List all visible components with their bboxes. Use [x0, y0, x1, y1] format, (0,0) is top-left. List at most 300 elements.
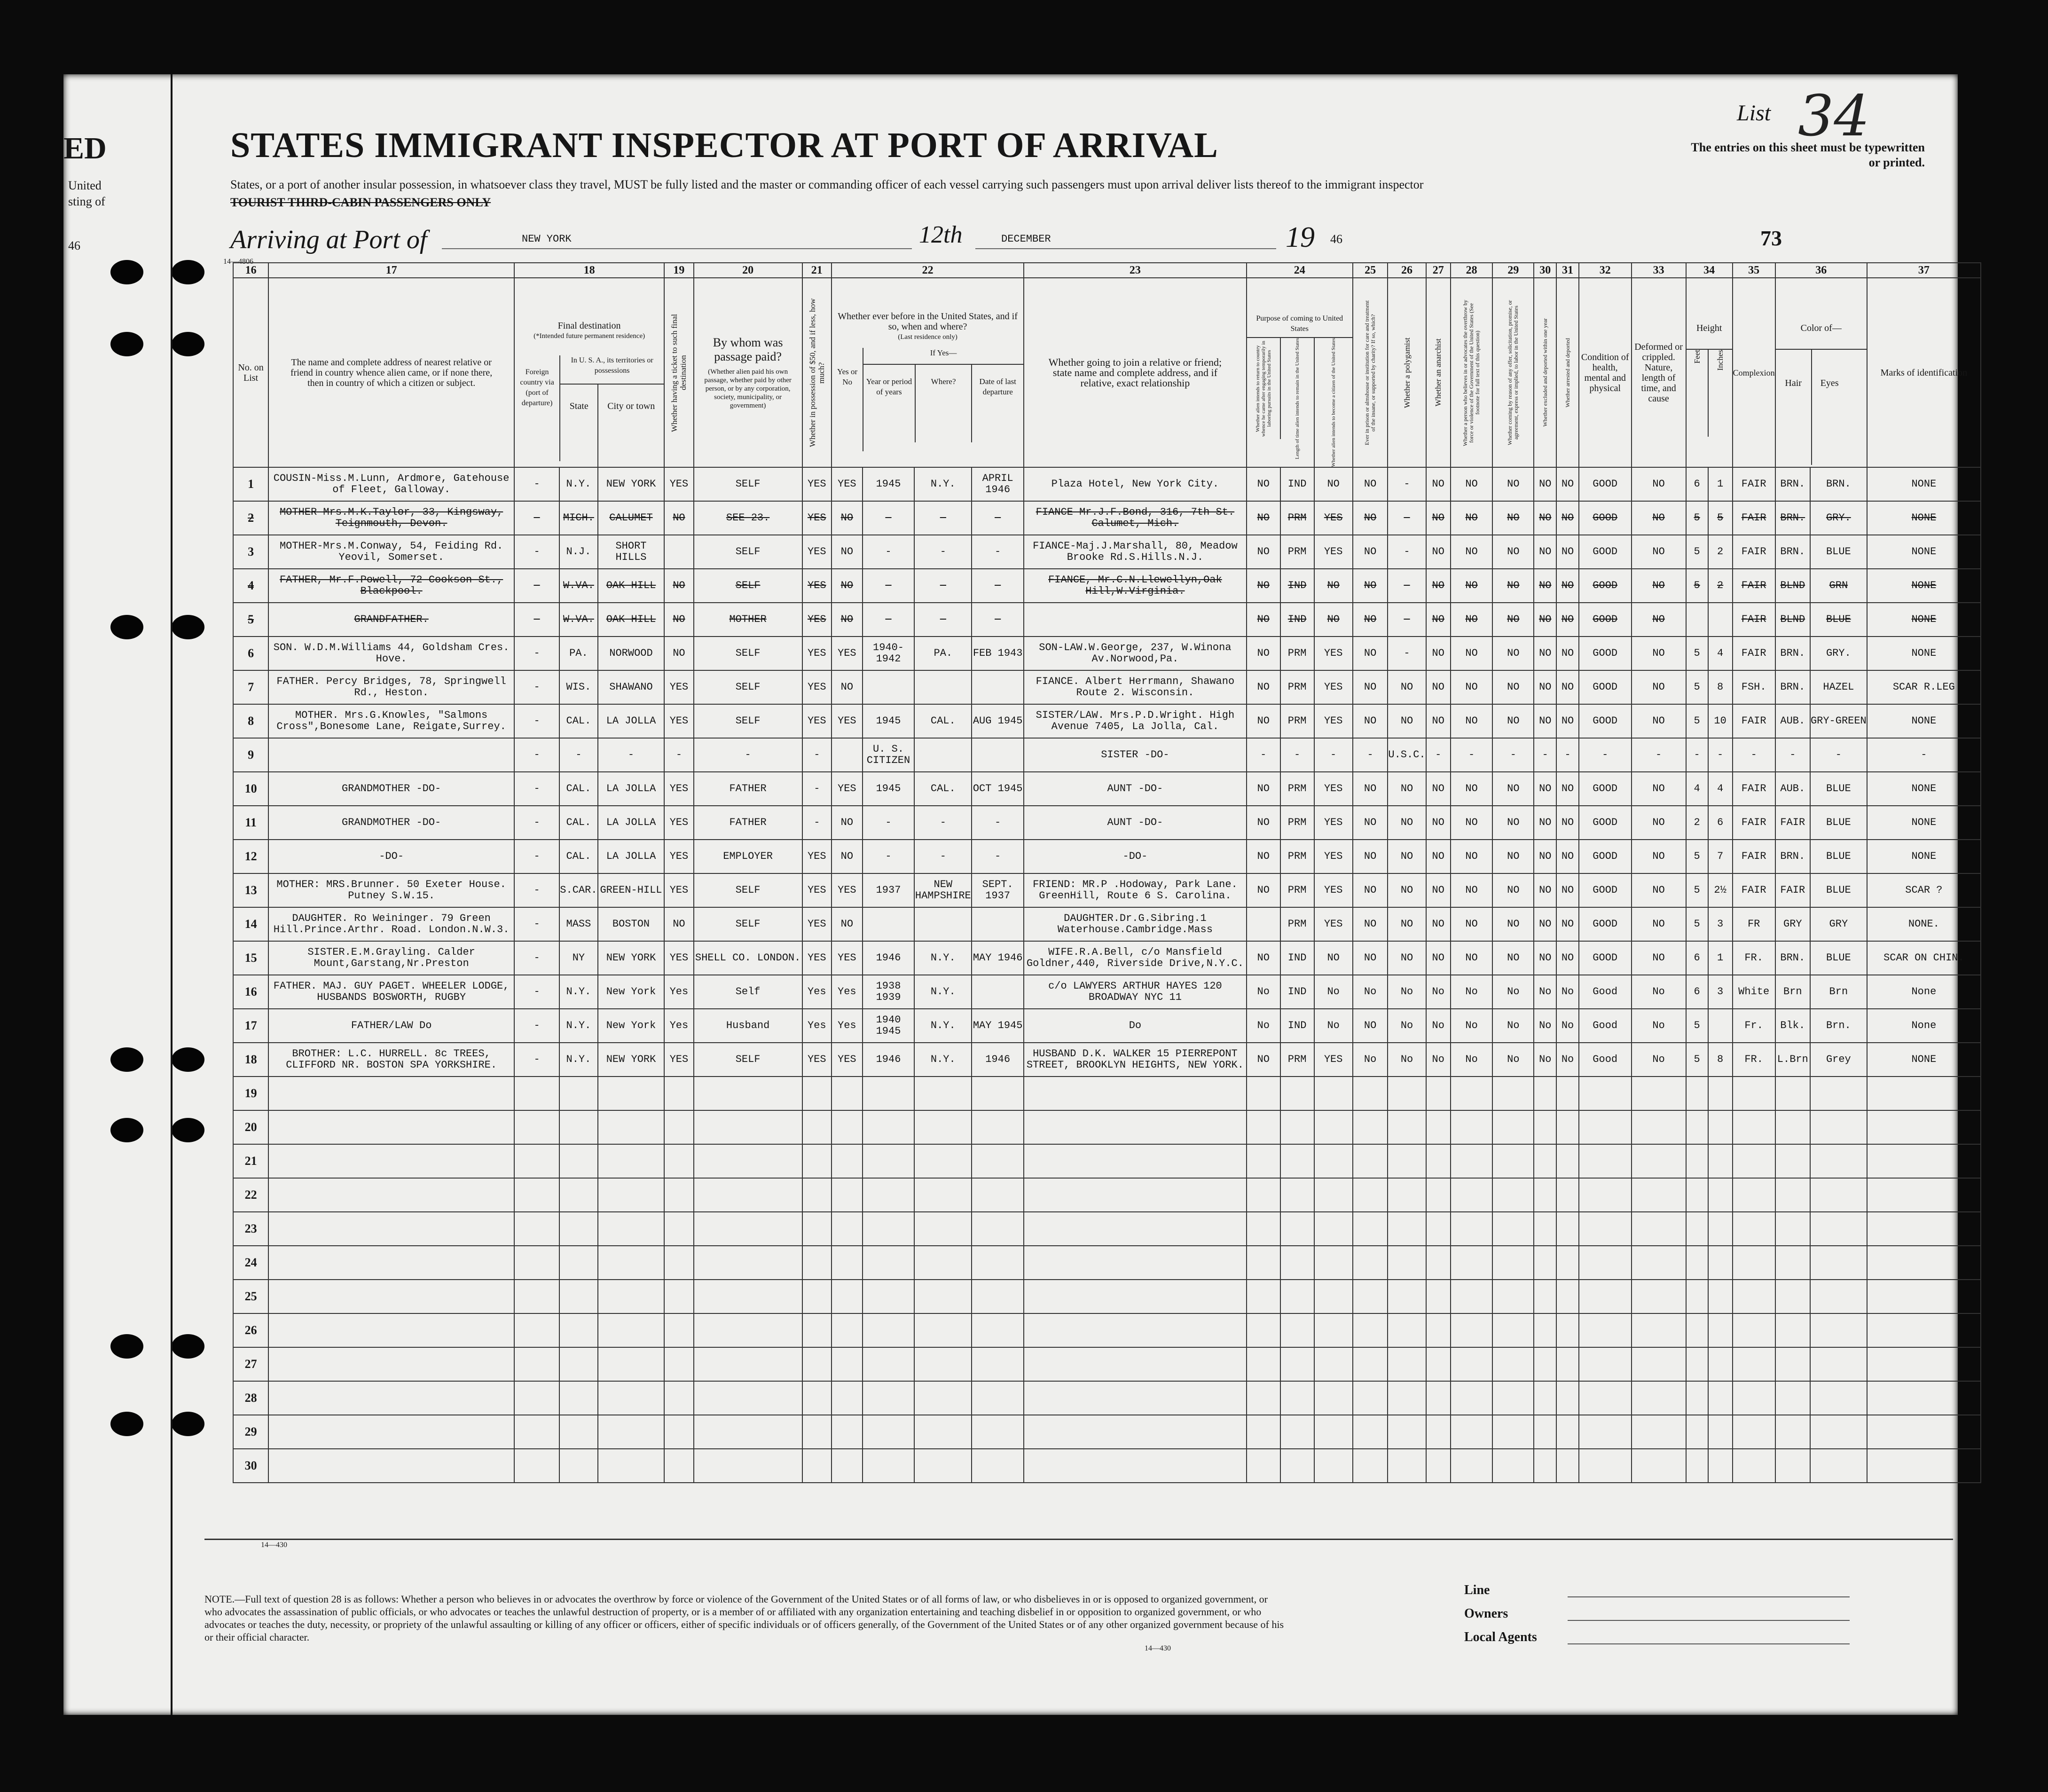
cell-p-citizen: No	[1314, 1009, 1353, 1043]
cell-join: HUSBAND D.K. WALKER 15 PIERREPONT STREET, BROOKLYN HEIGHTS, NEW YORK.	[1024, 1043, 1247, 1077]
cell-p-return: -	[1247, 738, 1280, 772]
cell-departure	[972, 1077, 1024, 1110]
cell-prison: NO	[1353, 806, 1388, 840]
cell-eyes	[1810, 1110, 1867, 1144]
cell-fifty: YES	[802, 637, 832, 670]
cell-relative: -DO-	[268, 840, 514, 873]
cell-poly	[1388, 1313, 1426, 1347]
cell-q31	[1556, 1144, 1579, 1178]
cell-p-length	[1280, 1449, 1314, 1483]
cell-relative	[268, 1347, 514, 1381]
cell-q30	[1534, 1178, 1556, 1212]
cell-no: 2	[233, 501, 268, 535]
punch-hole	[110, 332, 143, 356]
cell-q30: NO	[1534, 873, 1556, 907]
cell-fifty: YES	[802, 840, 832, 873]
cell-fifty	[802, 1212, 832, 1246]
cell-no: 12	[233, 840, 268, 873]
cell-q29	[1492, 1449, 1534, 1483]
cell-complexion: FAIR	[1733, 501, 1775, 535]
punch-hole	[172, 260, 204, 284]
punch-hole	[110, 1334, 143, 1359]
cell-marks: SCAR ON CHIN.	[1867, 941, 1981, 975]
cell-where: -	[914, 603, 972, 637]
cell-period	[863, 907, 915, 941]
cell-prison: NO	[1353, 704, 1388, 738]
cell-eyes	[1810, 1246, 1867, 1280]
cell-hair	[1775, 1347, 1810, 1381]
cell-city	[598, 1313, 664, 1347]
cell-poly: NO	[1388, 670, 1426, 704]
cell-city: LA JOLLA	[598, 806, 664, 840]
cell-join: Plaza Hotel, New York City.	[1024, 467, 1247, 501]
cell-hair	[1775, 1280, 1810, 1313]
cell-prison	[1353, 1077, 1388, 1110]
cell-period	[863, 1077, 915, 1110]
cell-hair	[1775, 1110, 1810, 1144]
cell-fifty	[802, 1280, 832, 1313]
cell-ticket: YES	[664, 467, 694, 501]
cell-inches	[1708, 1009, 1733, 1043]
cell-inches	[1708, 1280, 1733, 1313]
cell-departure	[972, 907, 1024, 941]
cell-p-citizen: NO	[1314, 467, 1353, 501]
cell-where	[914, 1347, 972, 1381]
cell-p-citizen: -	[1314, 738, 1353, 772]
cell-q29	[1492, 1212, 1534, 1246]
cell-feet: -	[1686, 738, 1708, 772]
cell-paid: SEE 23.	[694, 501, 802, 535]
cell-paid	[694, 1246, 802, 1280]
cell-poly	[1388, 1077, 1426, 1110]
cell-prison: NO	[1353, 637, 1388, 670]
cell-p-citizen	[1314, 1246, 1353, 1280]
cell-marks	[1867, 1347, 1981, 1381]
cell-marks: NONE	[1867, 637, 1981, 670]
cell-feet: 5	[1686, 704, 1708, 738]
tourist-class-line: TOURIST THIRD-CABIN PASSENGERS ONLY	[230, 196, 491, 209]
owners-label: Owners	[1464, 1606, 1508, 1621]
cell-q28	[1451, 1415, 1492, 1449]
cell-p-return: NO	[1247, 941, 1280, 975]
cell-q30: NO	[1534, 501, 1556, 535]
cell-departure	[972, 1313, 1024, 1347]
cell-before	[832, 738, 863, 772]
cell-fc: -	[514, 637, 559, 670]
cell-period: 1945	[863, 772, 915, 806]
cell-poly: NO	[1388, 941, 1426, 975]
cell-join: Do	[1024, 1009, 1247, 1043]
cell-q28	[1451, 1280, 1492, 1313]
cell-state	[559, 1246, 598, 1280]
cell-anarch: NO	[1426, 501, 1451, 535]
cell-poly: No	[1388, 1043, 1426, 1077]
cell-q30: NO	[1534, 535, 1556, 569]
cell-prison	[1353, 1110, 1388, 1144]
cell-join: SISTER/LAW. Mrs.P.D.Wright. High Avenue 7405, La Jolla, Cal.	[1024, 704, 1247, 738]
cell-q28	[1451, 1110, 1492, 1144]
cell-complexion	[1733, 1178, 1775, 1212]
cell-p-citizen: YES	[1314, 873, 1353, 907]
cell-complexion: FR.	[1733, 1043, 1775, 1077]
cell-poly	[1388, 1178, 1426, 1212]
cell-relative	[268, 1246, 514, 1280]
manifest-rows	[233, 467, 1981, 1483]
col-final-destination: Final destination (*Intended future permanent residence) Foreign country via (port of departure) In U. S. A., its territories or possessions State City or town	[514, 278, 664, 467]
cell-anarch: NO	[1426, 704, 1451, 738]
cell-p-return: NO	[1247, 603, 1280, 637]
cell-q28: NO	[1451, 806, 1492, 840]
cell-ticket	[664, 1381, 694, 1415]
cell-q29: NO	[1492, 670, 1534, 704]
cell-health: -	[1579, 738, 1632, 772]
cell-join: FIANCE-Maj.J.Marshall, 80, Meadow Brooke Rd.S.Hills.N.J.	[1024, 535, 1247, 569]
cell-departure	[972, 738, 1024, 772]
cell-fifty: YES	[802, 569, 832, 603]
cell-inches	[1708, 603, 1733, 637]
cell-eyes: HAZEL	[1810, 670, 1867, 704]
cell-fc: -	[514, 1009, 559, 1043]
cell-relative	[268, 1144, 514, 1178]
cell-q31: NO	[1556, 873, 1579, 907]
cell-inches: 2	[1708, 535, 1733, 569]
cell-before	[832, 1347, 863, 1381]
table-row	[233, 637, 1981, 670]
cell-fifty: YES	[802, 941, 832, 975]
cell-q30	[1534, 1077, 1556, 1110]
cell-before	[832, 1415, 863, 1449]
cell-where: CAL.	[914, 772, 972, 806]
cell-fifty	[802, 1449, 832, 1483]
cell-no: 14	[233, 907, 268, 941]
cell-q29: No	[1492, 1043, 1534, 1077]
cell-period: -	[863, 569, 915, 603]
punch-hole	[110, 1412, 143, 1436]
cell-q28	[1451, 1077, 1492, 1110]
cell-hair	[1775, 1313, 1810, 1347]
cell-before: YES	[832, 467, 863, 501]
cell-join: FRIEND: MR.P .Hodoway, Park Lane. GreenHill, Route 6 S. Carolina.	[1024, 873, 1247, 907]
cell-q30	[1534, 1415, 1556, 1449]
cell-poly	[1388, 1144, 1426, 1178]
cell-health: GOOD	[1579, 467, 1632, 501]
arrival-day: 12th	[919, 221, 963, 248]
cell-period	[863, 1449, 915, 1483]
cell-hair: BRN.	[1775, 501, 1810, 535]
cell-anarch: NO	[1426, 840, 1451, 873]
col-complexion: Complexion	[1733, 278, 1775, 467]
cell-anarch	[1426, 1381, 1451, 1415]
cell-poly: NO	[1388, 873, 1426, 907]
cell-anarch: NO	[1426, 535, 1451, 569]
cell-before	[832, 1077, 863, 1110]
cell-fc: -	[514, 569, 559, 603]
cell-no: 11	[233, 806, 268, 840]
cell-before	[832, 1110, 863, 1144]
cell-before	[832, 1449, 863, 1483]
cell-paid: SELF	[694, 467, 802, 501]
cell-departure: -	[972, 603, 1024, 637]
cell-p-citizen: NO	[1314, 941, 1353, 975]
cell-q28	[1451, 1347, 1492, 1381]
cell-no: 24	[233, 1246, 268, 1280]
cell-paid: SELF	[694, 670, 802, 704]
cell-fc: -	[514, 603, 559, 637]
cell-feet: 5	[1686, 501, 1708, 535]
cell-eyes	[1810, 1280, 1867, 1313]
cell-q31	[1556, 1449, 1579, 1483]
cell-p-citizen: YES	[1314, 501, 1353, 535]
cell-deformed: NO	[1632, 840, 1686, 873]
cell-where	[914, 1313, 972, 1347]
cell-departure	[972, 1415, 1024, 1449]
cell-p-citizen: YES	[1314, 637, 1353, 670]
footnote-question-28: NOTE.—Full text of question 28 is as follows: Whether a person who believes in or advocates the overthrow by force or violence of the Government of the United States or of all forms of law, or who disbelieves in or is opposed to organized government, or who advocates the assassination of public officials, or who advocates or teaches the unlawful destruction of property, or is a member of or affiliated with any organization entertaining and teaching disbelief in or opposition to organized government, or who advocates or teaches the duty, necessity, or propriety of the unlawful assaulting or killing of any officer or officers, either of specific individuals or of officers generally, of the Government of the United States or of any other organized government because of his or their official character.	[204, 1593, 1284, 1643]
cell-fifty	[802, 1144, 832, 1178]
cell-q29: NO	[1492, 501, 1534, 535]
cell-p-return: NO	[1247, 772, 1280, 806]
cell-poly	[1388, 1280, 1426, 1313]
cell-before	[832, 1178, 863, 1212]
cell-p-return: NO	[1247, 535, 1280, 569]
punch-hole	[172, 1412, 204, 1436]
cell-prison: -	[1353, 738, 1388, 772]
cell-q31: NO	[1556, 704, 1579, 738]
cell-q29: NO	[1492, 806, 1534, 840]
cell-paid: -	[694, 738, 802, 772]
cell-inches	[1708, 1246, 1733, 1280]
cell-hair: BLND	[1775, 603, 1810, 637]
cell-q30: NO	[1534, 637, 1556, 670]
cell-q29	[1492, 1280, 1534, 1313]
cell-complexion: FAIR	[1733, 569, 1775, 603]
cell-prison: NO	[1353, 907, 1388, 941]
cell-ticket	[664, 1144, 694, 1178]
cell-q29: NO	[1492, 637, 1534, 670]
cell-where: PA.	[914, 637, 972, 670]
cell-period	[863, 670, 915, 704]
cell-hair	[1775, 1077, 1810, 1110]
cell-p-length	[1280, 1415, 1314, 1449]
cell-state	[559, 1313, 598, 1347]
cell-fc	[514, 1144, 559, 1178]
cell-relative: GRANDFATHER.	[268, 603, 514, 637]
cell-hair: -	[1775, 738, 1810, 772]
cell-p-return	[1247, 1347, 1280, 1381]
cell-fifty	[802, 1313, 832, 1347]
cell-state: N.Y.	[559, 1009, 598, 1043]
cell-q31: No	[1556, 1043, 1579, 1077]
cell-p-length	[1280, 1212, 1314, 1246]
cell-city: NEW YORK	[598, 941, 664, 975]
cell-feet	[1686, 1246, 1708, 1280]
cell-prison: NO	[1353, 941, 1388, 975]
table-row	[233, 535, 1981, 569]
cell-poly	[1388, 1110, 1426, 1144]
cell-q29	[1492, 1381, 1534, 1415]
cell-anarch: NO	[1426, 806, 1451, 840]
cell-fc	[514, 1415, 559, 1449]
cell-where	[914, 1110, 972, 1144]
cell-q31	[1556, 1381, 1579, 1415]
table-row	[233, 603, 1981, 637]
cell-fc: -	[514, 704, 559, 738]
cell-p-length: PRM	[1280, 670, 1314, 704]
cell-no: 3	[233, 535, 268, 569]
cell-p-return	[1247, 1110, 1280, 1144]
cell-relative	[268, 1110, 514, 1144]
cell-ticket: NO	[664, 907, 694, 941]
cell-ticket: YES	[664, 772, 694, 806]
cell-q30	[1534, 1144, 1556, 1178]
cell-feet: 5	[1686, 840, 1708, 873]
cell-marks: NONE	[1867, 569, 1981, 603]
cell-deformed: NO	[1632, 467, 1686, 501]
cell-deformed: No	[1632, 1043, 1686, 1077]
cell-city: New York	[598, 975, 664, 1009]
cell-eyes	[1810, 1347, 1867, 1381]
table-row	[233, 1280, 1981, 1313]
cell-departure: OCT 1945	[972, 772, 1024, 806]
cell-q28	[1451, 1246, 1492, 1280]
cell-q30: NO	[1534, 840, 1556, 873]
cell-p-length	[1280, 1381, 1314, 1415]
cell-q31	[1556, 1280, 1579, 1313]
punch-hole	[110, 260, 143, 284]
cell-poly	[1388, 1415, 1426, 1449]
cell-deformed	[1632, 1415, 1686, 1449]
cell-no: 9	[233, 738, 268, 772]
cell-hair: FAIR	[1775, 873, 1810, 907]
cell-fc: -	[514, 467, 559, 501]
cell-p-citizen: NO	[1314, 569, 1353, 603]
cell-fifty	[802, 1110, 832, 1144]
cell-eyes: GRY	[1810, 907, 1867, 941]
cell-p-citizen	[1314, 1178, 1353, 1212]
cell-state	[559, 1347, 598, 1381]
cell-city: NEW YORK	[598, 467, 664, 501]
cell-inches	[1708, 1144, 1733, 1178]
cell-city: SHORT HILLS	[598, 535, 664, 569]
cell-state	[559, 1381, 598, 1415]
cell-q31: NO	[1556, 501, 1579, 535]
cell-health: GOOD	[1579, 670, 1632, 704]
cell-hair	[1775, 1246, 1810, 1280]
column-header-row	[233, 278, 1981, 467]
cell-inches: 8	[1708, 1043, 1733, 1077]
cell-health: Good	[1579, 975, 1632, 1009]
cell-state: CAL.	[559, 806, 598, 840]
cell-marks	[1867, 1110, 1981, 1144]
cell-join: SISTER -DO-	[1024, 738, 1247, 772]
instructions-text: States, or a port of another insular possession, in whatsoever class they travel, MUST be fully listed and the master or commanding officer of each vessel carrying such passengers must upon arrival deliver lists thereof to the immigrant inspector	[230, 178, 1424, 191]
cell-departure	[972, 1347, 1024, 1381]
cell-relative	[268, 738, 514, 772]
cell-no: 13	[233, 873, 268, 907]
cell-inches	[1708, 1212, 1733, 1246]
cell-city: SHAWANO	[598, 670, 664, 704]
cell-eyes	[1810, 1381, 1867, 1415]
cell-marks: NONE	[1867, 535, 1981, 569]
cell-paid: Husband	[694, 1009, 802, 1043]
cell-before: NO	[832, 907, 863, 941]
cell-deformed: No	[1632, 975, 1686, 1009]
cell-q28: NO	[1451, 704, 1492, 738]
cell-where: -	[914, 840, 972, 873]
cell-q31	[1556, 1415, 1579, 1449]
cell-city	[598, 1077, 664, 1110]
cell-relative: FATHER. Percy Bridges, 78, Springwell Rd., Heston.	[268, 670, 514, 704]
cell-paid	[694, 1110, 802, 1144]
cell-q28	[1451, 1381, 1492, 1415]
cell-marks: NONE	[1867, 1043, 1981, 1077]
cell-p-length	[1280, 1280, 1314, 1313]
cell-p-length: PRM	[1280, 637, 1314, 670]
cell-paid	[694, 1144, 802, 1178]
cell-q29	[1492, 1110, 1534, 1144]
col-fifty-dollars: Whether in possession of $50, and if less, how much?	[802, 278, 832, 467]
cell-poly	[1388, 1347, 1426, 1381]
cell-deformed: NO	[1632, 941, 1686, 975]
cell-feet: 5	[1686, 1043, 1708, 1077]
cell-complexion: FR	[1733, 907, 1775, 941]
cell-hair	[1775, 1212, 1810, 1246]
cell-ticket	[664, 1313, 694, 1347]
cell-feet	[1686, 1110, 1708, 1144]
cell-period: 1937	[863, 873, 915, 907]
cell-p-citizen: YES	[1314, 806, 1353, 840]
cell-before: NO	[832, 603, 863, 637]
cell-p-citizen	[1314, 1415, 1353, 1449]
cell-departure	[972, 1449, 1024, 1483]
cell-no: 16	[233, 975, 268, 1009]
cell-fifty: YES	[802, 873, 832, 907]
cell-period: 1945	[863, 467, 915, 501]
cell-ticket: NO	[664, 569, 694, 603]
cell-prison: NO	[1353, 535, 1388, 569]
cell-departure	[972, 1246, 1024, 1280]
cell-health: GOOD	[1579, 637, 1632, 670]
cell-feet: 6	[1686, 941, 1708, 975]
cell-where	[914, 1077, 972, 1110]
cell-q29: NO	[1492, 907, 1534, 941]
cell-state	[559, 1449, 598, 1483]
cell-where	[914, 1381, 972, 1415]
cell-anarch: No	[1426, 1043, 1451, 1077]
binding-line	[171, 74, 173, 1715]
cell-no: 7	[233, 670, 268, 704]
cell-no: 26	[233, 1313, 268, 1347]
cell-q28	[1451, 1212, 1492, 1246]
cell-join	[1024, 1449, 1247, 1483]
cell-health: GOOD	[1579, 941, 1632, 975]
cell-fc: -	[514, 907, 559, 941]
cell-feet	[1686, 1415, 1708, 1449]
cell-p-citizen: YES	[1314, 1043, 1353, 1077]
cell-ticket: NO	[664, 637, 694, 670]
cell-fc	[514, 1246, 559, 1280]
cell-eyes	[1810, 1212, 1867, 1246]
cell-poly	[1388, 1246, 1426, 1280]
cell-prison: NO	[1353, 501, 1388, 535]
cell-q29: NO	[1492, 941, 1534, 975]
cell-inches	[1708, 1415, 1733, 1449]
cell-no: 23	[233, 1212, 268, 1246]
cell-marks	[1867, 1415, 1981, 1449]
cell-city: GREEN-HILL	[598, 873, 664, 907]
cell-no: 5	[233, 603, 268, 637]
cell-hair	[1775, 1381, 1810, 1415]
